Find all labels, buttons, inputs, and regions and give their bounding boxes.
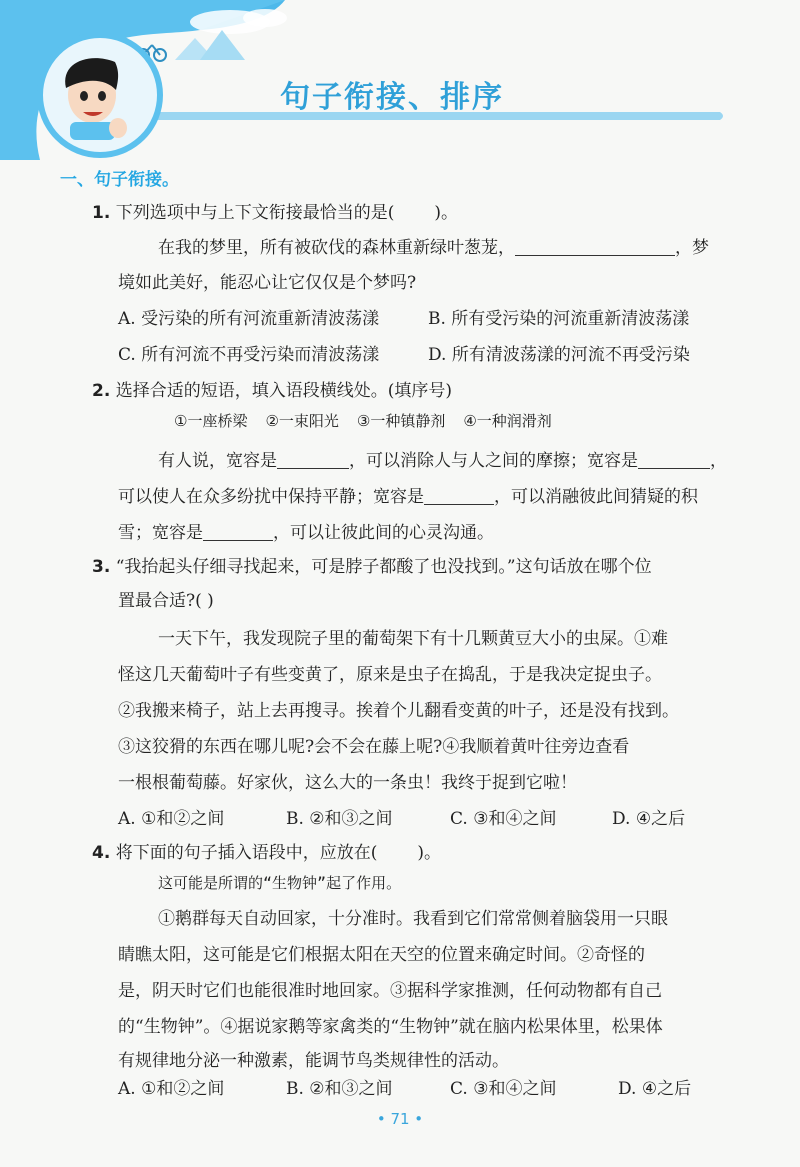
q4-option-c[interactable]: C. ③和④之间 bbox=[450, 1079, 557, 1099]
q3-passage-line-1: 一天下午，我发现院子里的葡萄架下有十几颗黄豆大小的虫屎。①难 bbox=[158, 629, 668, 649]
q3-passage-line-5: 一根根葡萄藤。好家伙，这么大的一条虫！我终于捉到它啦！ bbox=[118, 773, 577, 793]
question-text: 将下面的句子插入语段中，应放在( bbox=[115, 843, 378, 863]
question-number: 3. bbox=[92, 557, 111, 577]
question-3-stem bbox=[92, 552, 652, 577]
question-text: 选择合适的短语，填入语段横线处。(填序号) bbox=[115, 381, 452, 401]
q3-passage-line-3: ②我搬来椅子，站上去再搜寻。挨着个儿翻看变黄的叶子，还是没有找到。 bbox=[118, 701, 679, 721]
fill-blank[interactable] bbox=[424, 487, 494, 505]
question-text: “我抬起头仔细寻找起来，可是脖子都酸了也没找到。”这句话放在哪个位 bbox=[115, 557, 652, 577]
passage-text: 可以使人在众多纷扰中保持平静；宽容是 bbox=[118, 487, 424, 507]
fill-blank[interactable] bbox=[638, 451, 710, 469]
choice-item: ①一座桥梁 bbox=[174, 412, 248, 430]
passage-text: ，可以消除人与人之间的摩擦；宽容是 bbox=[349, 451, 638, 471]
fill-blank[interactable] bbox=[515, 238, 675, 256]
question-2-stem bbox=[92, 376, 452, 401]
question-4-stem bbox=[92, 838, 441, 863]
q2-passage-line-3 bbox=[118, 518, 494, 543]
q1-option-a[interactable]: A. 受污染的所有河流重新清波荡漾 bbox=[118, 309, 380, 329]
page-number: • 71 • bbox=[376, 1110, 424, 1128]
q3-option-c[interactable]: C. ③和④之间 bbox=[450, 809, 557, 829]
q2-passage-line-1 bbox=[158, 446, 727, 471]
q4-option-d[interactable]: D. ④之后 bbox=[618, 1079, 692, 1099]
question-1-stem bbox=[92, 198, 458, 223]
q4-passage-line-4: 的“生物钟”。④据说家鹅等家禽类的“生物钟”就在脑内松果体里，松果体 bbox=[118, 1017, 663, 1037]
passage-text: 雪；宽容是 bbox=[118, 523, 203, 543]
choice-item: ④一种润滑剂 bbox=[463, 412, 552, 430]
q4-passage-line-5: 有规律地分泌一种激素，能调节鸟类规律性的活动。 bbox=[118, 1051, 509, 1071]
q1-passage-line-1 bbox=[158, 233, 709, 258]
q3-option-a[interactable]: A. ①和②之间 bbox=[118, 809, 225, 829]
fill-blank[interactable] bbox=[203, 523, 273, 541]
question-number: 1. bbox=[92, 203, 111, 223]
passage-text: 有人说，宽容是 bbox=[158, 451, 277, 471]
passage-text: ，梦 bbox=[675, 238, 709, 258]
question-number: 4. bbox=[92, 843, 111, 863]
q4-insert-sentence: 这可能是所谓的“生物钟”起了作用。 bbox=[158, 874, 402, 892]
page-title: 句子衔接、排序 bbox=[280, 80, 504, 115]
choice-item: ③一种镇静剂 bbox=[356, 412, 446, 430]
q3-passage-line-4: ③这狡猾的东西在哪儿呢?会不会在藤上呢?④我顺着黄叶往旁边查看 bbox=[118, 737, 630, 757]
passage-text: 在我的梦里，所有被砍伐的森林重新绿叶葱茏， bbox=[158, 238, 515, 258]
q3-option-d[interactable]: D. ④之后 bbox=[612, 809, 686, 829]
q1-option-c[interactable]: C. 所有河流不再受污染而清波荡漾 bbox=[118, 345, 380, 365]
passage-text: ，可以消融彼此间猜疑的积 bbox=[494, 487, 698, 507]
q1-passage-line-2: 境如此美好，能忍心让它仅仅是个梦吗? bbox=[118, 273, 417, 293]
question-text: 下列选项中与上下文衔接最恰当的是( bbox=[115, 203, 395, 223]
question-3-stem-line-2: 置最合适?( ) bbox=[118, 591, 214, 611]
q4-option-a[interactable]: A. ①和②之间 bbox=[118, 1079, 225, 1099]
question-number: 2. bbox=[92, 381, 111, 401]
question-text-end: )。 bbox=[417, 843, 441, 863]
q2-passage-line-2 bbox=[118, 482, 698, 507]
q1-option-b[interactable]: B. 所有受污染的河流重新清波荡漾 bbox=[428, 309, 690, 329]
q4-option-b[interactable]: B. ②和③之间 bbox=[286, 1079, 393, 1099]
q3-passage-line-2: 怪这几天葡萄叶子有些变黄了，原来是虫子在捣乱，于是我决定捉虫子。 bbox=[118, 665, 662, 685]
choice-item: ②一束阳光 bbox=[265, 412, 339, 430]
section-heading: 一、句子衔接。 bbox=[60, 170, 179, 190]
q2-choices bbox=[174, 410, 570, 431]
q3-option-b[interactable]: B. ②和③之间 bbox=[286, 809, 393, 829]
fill-blank[interactable] bbox=[277, 451, 349, 469]
q4-passage-line-2: 睛瞧太阳，这可能是它们根据太阳在天空的位置来确定时间。②奇怪的 bbox=[118, 945, 645, 965]
q1-option-d[interactable]: D. 所有清波荡漾的河流不再受污染 bbox=[428, 345, 690, 365]
passage-text: ， bbox=[710, 451, 727, 471]
passage-text: ，可以让彼此间的心灵沟通。 bbox=[273, 523, 494, 543]
question-text-end: )。 bbox=[434, 203, 458, 223]
q4-passage-line-1: ①鹅群每天自动回家，十分准时。我看到它们常常侧着脑袋用一只眼 bbox=[158, 909, 668, 929]
q4-passage-line-3: 是，阴天时它们也能很准时地回家。③据科学家推测，任何动物都有自己 bbox=[118, 981, 662, 1001]
